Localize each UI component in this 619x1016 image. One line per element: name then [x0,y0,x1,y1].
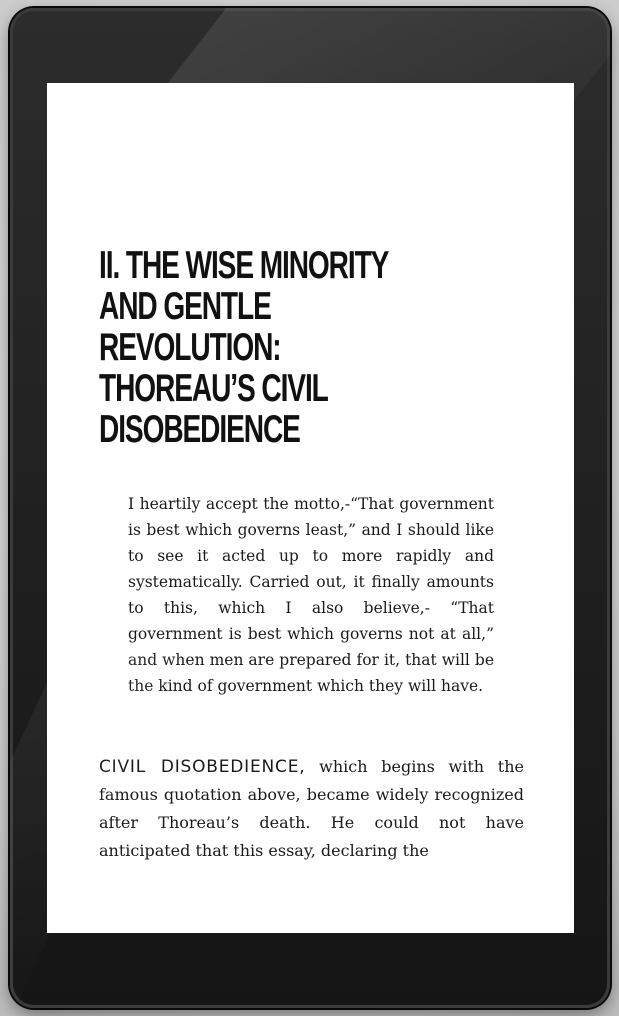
epigraph-quote: I heartily accept the motto,-“That government is best which governs least,” and I should like to see it acted up to more rapidly and systematically. Carried out, it finally amounts to this, which I also believe,- “That government is best which governs not at all,” and when men are prepared for it, that will be the kind of government which they will have. [128,495,494,695]
tablet-device [10,8,610,1008]
ebook-page[interactable] [47,83,574,933]
body-paragraph-text: which begins with the famous quotation above, became widely recognized after Thoreau’s death. He could not have anticipated that this essay, declaring the [99,757,525,860]
body-lead-smallcaps: CIVIL DISOBEDIENCE, [99,757,306,777]
chapter-title: II. THE WISE MINORITY AND GENTLE REVOLUTION: THOREAU’S CIVIL DISOBEDIENCE [99,244,388,451]
body-paragraph [99,753,524,865]
